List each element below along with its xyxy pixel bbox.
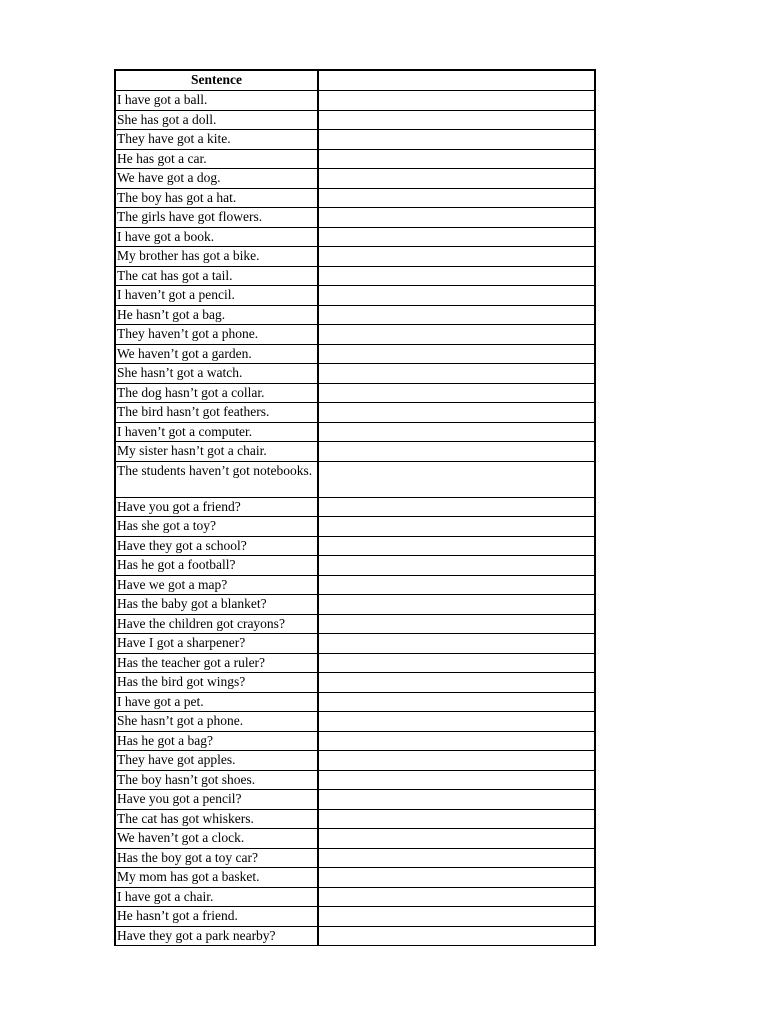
answer-cell[interactable]	[318, 712, 595, 732]
table-header-row	[115, 70, 595, 91]
answer-cell[interactable]	[318, 653, 595, 673]
table-row	[115, 344, 595, 364]
sentence-cell: Have the children got crayons?	[115, 614, 318, 634]
table-row	[115, 751, 595, 771]
sentence-cell: Have we got a map?	[115, 575, 318, 595]
answer-cell[interactable]	[318, 887, 595, 907]
table-row	[115, 653, 595, 673]
sentence-cell: The students haven’t got notebooks.	[115, 461, 318, 497]
sentence-cell: My mom has got a basket.	[115, 868, 318, 888]
sentence-cell: My brother has got a bike.	[115, 247, 318, 267]
sentence-cell: The cat has got a tail.	[115, 266, 318, 286]
table-row	[115, 208, 595, 228]
answer-cell[interactable]	[318, 149, 595, 169]
sentence-cell: He hasn’t got a friend.	[115, 907, 318, 927]
table-row	[115, 556, 595, 576]
sentence-cell: Has the baby got a blanket?	[115, 595, 318, 615]
answer-cell[interactable]	[318, 868, 595, 888]
table-row	[115, 731, 595, 751]
answer-cell[interactable]	[318, 497, 595, 517]
table-row	[115, 110, 595, 130]
header-sentence: Sentence	[115, 70, 318, 91]
table-row	[115, 634, 595, 654]
sentence-cell: Have you got a friend?	[115, 497, 318, 517]
answer-cell[interactable]	[318, 208, 595, 228]
answer-cell[interactable]	[318, 751, 595, 771]
table-row	[115, 130, 595, 150]
answer-cell[interactable]	[318, 130, 595, 150]
answer-cell[interactable]	[318, 517, 595, 537]
answer-cell[interactable]	[318, 673, 595, 693]
table-row	[115, 770, 595, 790]
sentence-cell: They haven’t got a phone.	[115, 325, 318, 345]
table-row	[115, 91, 595, 111]
table-row	[115, 575, 595, 595]
sentence-cell: She has got a doll.	[115, 110, 318, 130]
sentence-cell: Has he got a bag?	[115, 731, 318, 751]
sentence-cell: He hasn’t got a bag.	[115, 305, 318, 325]
table-row	[115, 536, 595, 556]
answer-cell[interactable]	[318, 731, 595, 751]
sentence-cell: I haven’t got a pencil.	[115, 286, 318, 306]
sentence-cell: We haven’t got a clock.	[115, 829, 318, 849]
table-row	[115, 712, 595, 732]
table-row	[115, 383, 595, 403]
table-row	[115, 403, 595, 423]
answer-cell[interactable]	[318, 536, 595, 556]
answer-cell[interactable]	[318, 364, 595, 384]
answer-cell[interactable]	[318, 227, 595, 247]
table-row	[115, 692, 595, 712]
table-row	[115, 809, 595, 829]
answer-cell[interactable]	[318, 907, 595, 927]
answer-cell[interactable]	[318, 110, 595, 130]
table-row	[115, 907, 595, 927]
answer-cell[interactable]	[318, 790, 595, 810]
sentence-cell: I have got a ball.	[115, 91, 318, 111]
sentence-cell: My sister hasn’t got a chair.	[115, 442, 318, 462]
table-row	[115, 461, 595, 497]
sentence-cell: I have got a chair.	[115, 887, 318, 907]
table-row	[115, 442, 595, 462]
table-row	[115, 926, 595, 946]
table-row	[115, 149, 595, 169]
table-body	[115, 91, 595, 946]
answer-cell[interactable]	[318, 575, 595, 595]
answer-cell[interactable]	[318, 809, 595, 829]
table-row	[115, 868, 595, 888]
answer-cell[interactable]	[318, 169, 595, 189]
table-row	[115, 227, 595, 247]
answer-cell[interactable]	[318, 556, 595, 576]
sentence-cell: The cat has got whiskers.	[115, 809, 318, 829]
sentence-table	[114, 69, 596, 946]
table-row	[115, 305, 595, 325]
answer-cell[interactable]	[318, 770, 595, 790]
table-row	[115, 247, 595, 267]
answer-cell[interactable]	[318, 91, 595, 111]
sentence-cell: I have got a book.	[115, 227, 318, 247]
answer-cell[interactable]	[318, 848, 595, 868]
sentence-cell: She hasn’t got a watch.	[115, 364, 318, 384]
sentence-cell: He has got a car.	[115, 149, 318, 169]
sentence-cell: Has she got a toy?	[115, 517, 318, 537]
sentence-cell: Have they got a park nearby?	[115, 926, 318, 946]
answer-cell[interactable]	[318, 614, 595, 634]
answer-cell[interactable]	[318, 422, 595, 442]
sentence-cell: The dog hasn’t got a collar.	[115, 383, 318, 403]
answer-cell[interactable]	[318, 344, 595, 364]
answer-cell[interactable]	[318, 247, 595, 267]
answer-cell[interactable]	[318, 461, 595, 497]
table-row	[115, 364, 595, 384]
answer-cell[interactable]	[318, 595, 595, 615]
answer-cell[interactable]	[318, 383, 595, 403]
sentence-cell: They have got apples.	[115, 751, 318, 771]
table-row	[115, 790, 595, 810]
answer-cell[interactable]	[318, 188, 595, 208]
answer-cell[interactable]	[318, 829, 595, 849]
table-row	[115, 848, 595, 868]
answer-cell[interactable]	[318, 442, 595, 462]
table-row	[115, 887, 595, 907]
table-row	[115, 517, 595, 537]
sentence-cell: The boy hasn’t got shoes.	[115, 770, 318, 790]
answer-cell[interactable]	[318, 926, 595, 946]
table-row	[115, 497, 595, 517]
header-blank	[318, 70, 595, 91]
sentence-cell: Have I got a sharpener?	[115, 634, 318, 654]
table-row	[115, 325, 595, 345]
sentence-cell: We haven’t got a garden.	[115, 344, 318, 364]
answer-cell[interactable]	[318, 266, 595, 286]
table-row	[115, 614, 595, 634]
sentence-cell: Have you got a pencil?	[115, 790, 318, 810]
table-row	[115, 595, 595, 615]
table-row	[115, 673, 595, 693]
sentence-cell: They have got a kite.	[115, 130, 318, 150]
answer-cell[interactable]	[318, 403, 595, 423]
sentence-cell: We have got a dog.	[115, 169, 318, 189]
table-row	[115, 169, 595, 189]
sentence-cell: She hasn’t got a phone.	[115, 712, 318, 732]
sentence-cell: I haven’t got a computer.	[115, 422, 318, 442]
table-row	[115, 829, 595, 849]
table-row	[115, 286, 595, 306]
sentence-cell: The bird hasn’t got feathers.	[115, 403, 318, 423]
sentence-cell: Have they got a school?	[115, 536, 318, 556]
sentence-cell: The girls have got flowers.	[115, 208, 318, 228]
sentence-cell: I have got a pet.	[115, 692, 318, 712]
answer-cell[interactable]	[318, 305, 595, 325]
answer-cell[interactable]	[318, 634, 595, 654]
table-row	[115, 188, 595, 208]
sentence-cell: Has the bird got wings?	[115, 673, 318, 693]
sentence-cell: Has the boy got a toy car?	[115, 848, 318, 868]
answer-cell[interactable]	[318, 692, 595, 712]
table-row	[115, 266, 595, 286]
table-row	[115, 422, 595, 442]
answer-cell[interactable]	[318, 325, 595, 345]
sentence-cell: Has he got a football?	[115, 556, 318, 576]
sentence-cell: The boy has got a hat.	[115, 188, 318, 208]
answer-cell[interactable]	[318, 286, 595, 306]
sentence-cell: Has the teacher got a ruler?	[115, 653, 318, 673]
